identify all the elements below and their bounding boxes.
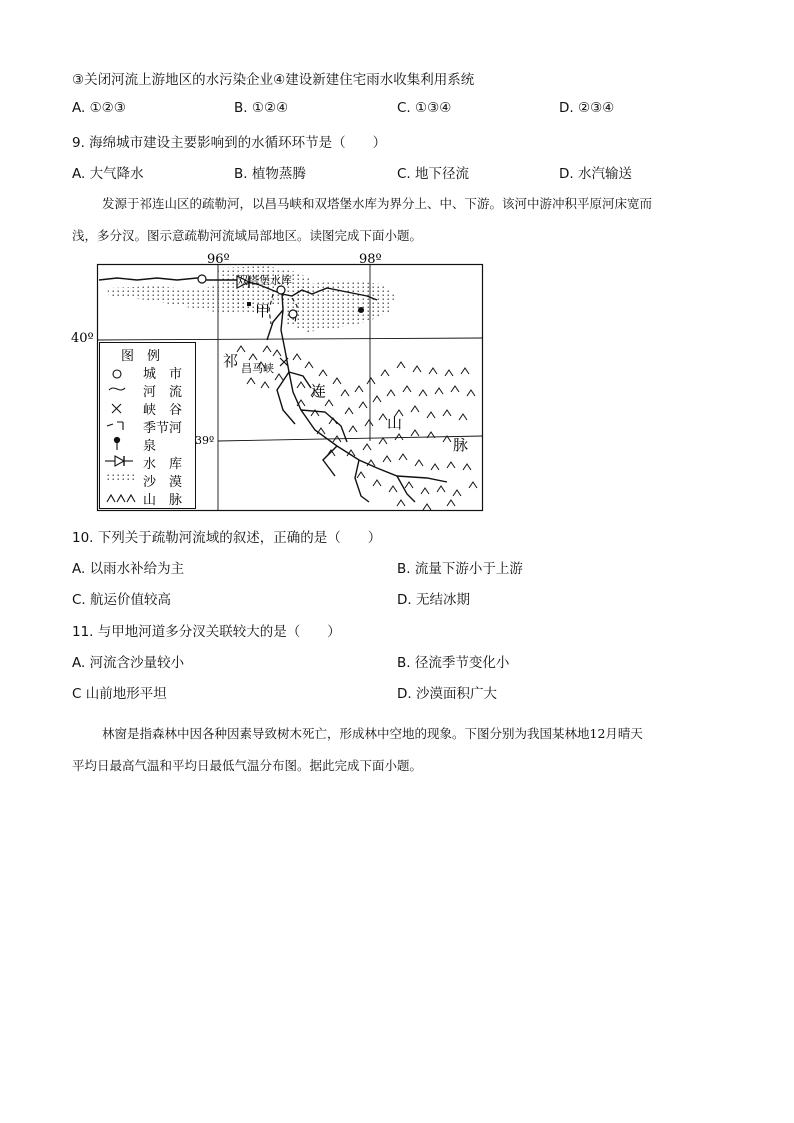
q11-option-c: C 山前地形平坦 (72, 686, 167, 702)
mountain-symbol (341, 390, 349, 396)
option-c: C. ①③④ (397, 100, 452, 116)
gorge-label: 昌马峡 (241, 362, 274, 375)
question-9-stem: 9. 海绵城市建设主要影响到的水循环环节是（ ） (72, 135, 387, 151)
legend-label-river: 河 流 (143, 385, 183, 400)
mountain-symbol (381, 370, 389, 376)
mountain-char-shan: 山 (387, 414, 403, 432)
mountain-symbol (363, 444, 371, 450)
question-8-stem-tail: ③关闭河流上游地区的水污染企业④建设新建住宅雨水收集利用系统 (72, 72, 475, 88)
mountain-symbol (437, 486, 445, 492)
mountain-symbol (403, 386, 411, 392)
mountain-symbol (273, 350, 281, 356)
lon-label-98: 98º (359, 252, 382, 267)
mountain-symbol (293, 354, 301, 360)
mountain-symbol (405, 482, 413, 488)
mountain-symbol (431, 464, 439, 470)
passage-2-line-2: 平均日最高气温和平均日最低气温分布图。据此完成下面小题。 (72, 758, 423, 773)
mountain-symbol (379, 438, 387, 444)
mountain-symbol (447, 462, 455, 468)
mountain-symbol (261, 382, 269, 388)
mountain-symbol (461, 368, 469, 374)
mountain-symbol (467, 390, 475, 396)
mountain-char-mai: 脉 (453, 436, 469, 454)
mountain-symbol (345, 408, 353, 414)
spring-icon (358, 307, 364, 313)
mountain-symbol (373, 480, 381, 486)
mountain-symbol (355, 386, 363, 392)
mountain-symbol (237, 346, 245, 352)
legend-desert-icon (106, 474, 134, 482)
option-a: A. ①②③ (72, 100, 126, 116)
legend-label-seasonal-river: 季节河 (143, 421, 183, 436)
passage-2-line-1: 林窗是指森林中因各种因素导致树木死亡，形成林中空地的现象。下图分别为我国某林地12月晴天 (102, 726, 643, 741)
mountain-symbol (469, 482, 477, 488)
mountain-symbol (411, 430, 419, 436)
mountain-symbol (399, 454, 407, 460)
legend-label-desert: 沙 漠 (143, 475, 183, 490)
parallel-39 (218, 436, 483, 441)
mountain-symbol (421, 488, 429, 494)
q9-option-a: A. 大气降水 (72, 166, 144, 182)
legend-title: 图 例 (121, 349, 161, 364)
mountain-symbol (445, 370, 453, 376)
lat-label-39: 39º (195, 434, 215, 447)
lat-label-40: 40º (71, 331, 94, 346)
mountain-symbol (413, 366, 421, 372)
map-legend (100, 343, 196, 509)
mountain-symbol (367, 378, 375, 384)
q9-option-c: C. 地下径流 (397, 166, 470, 182)
q11-option-a: A. 河流含沙量较小 (72, 655, 185, 671)
mountain-symbol (463, 464, 471, 470)
mountain-symbol (435, 388, 443, 394)
mountain-char-qi: 祁 (223, 352, 239, 370)
city-icon (289, 310, 297, 318)
mountain-symbol (359, 402, 367, 408)
mountain-symbol (427, 412, 435, 418)
parallel-40 (97, 338, 483, 340)
mountain-symbol (419, 390, 427, 396)
lon-label-96: 96º (207, 252, 230, 267)
mountain-symbol (459, 414, 467, 420)
mountain-symbol (397, 362, 405, 368)
q11-option-d: D. 沙漠面积广大 (397, 686, 497, 702)
passage-1-line-1: 发源于祁连山区的疏勒河，以昌马峡和双塔堡水库为界分上、中、下游。该河中游冲积平原河床宽而 (102, 196, 653, 211)
mountain-symbol (319, 370, 327, 376)
mountain-symbol (247, 378, 255, 384)
mountain-symbol (365, 420, 373, 426)
mountain-symbol (423, 504, 431, 510)
mountain-char-lian: 连 (311, 382, 327, 400)
mountain-symbol (379, 414, 387, 420)
mountain-symbol (297, 382, 305, 388)
mountain-symbol (453, 490, 461, 496)
legend-label-gorge: 峡 谷 (143, 403, 183, 418)
mountain-symbol (373, 396, 381, 402)
mountain-symbol (275, 374, 283, 380)
q10-option-d: D. 无结冰期 (397, 592, 470, 608)
reservoir-label: 双塔堡水库 (237, 274, 292, 287)
mountain-symbol (387, 390, 395, 396)
mountain-symbol (349, 426, 357, 432)
mountain-symbol (429, 368, 437, 374)
option-b: B. ①②④ (234, 100, 289, 116)
city-icon (277, 286, 285, 294)
option-d: D. ②③④ (559, 100, 615, 116)
q10-option-c: C. 航运价值较高 (72, 592, 172, 608)
legend-label-reservoir: 水 库 (143, 457, 183, 472)
mountain-symbol (389, 486, 397, 492)
mountain-symbol (357, 472, 365, 478)
mountain-symbol (325, 400, 333, 406)
city-icon (198, 275, 206, 283)
mountain-symbol (397, 500, 405, 506)
q11-option-b: B. 径流季节变化小 (397, 655, 510, 671)
mountain-symbol (249, 354, 257, 360)
q10-option-b: B. 流量下游小于上游 (397, 561, 523, 577)
mountain-symbol (447, 500, 455, 506)
question-11-stem: 11. 与甲地河道多分汊关联较大的是（ ） (72, 624, 341, 640)
legend-label-city: 城 市 (143, 367, 183, 382)
q9-option-b: B. 植物蒸腾 (234, 166, 306, 182)
shule-river-map (71, 250, 489, 512)
passage-1-line-2: 浅，多分汊。图示意疏勒河流域局部地区。读图完成下面小题。 (72, 228, 423, 243)
place-marker (247, 302, 251, 306)
mountain-symbol (383, 456, 391, 462)
place-jia-label: 甲 (255, 302, 271, 320)
mountain-symbol (415, 460, 423, 466)
mountain-symbol (317, 428, 325, 434)
mountain-symbol (451, 386, 459, 392)
mountain-symbol (333, 378, 341, 384)
legend-label-mountain: 山 脉 (143, 493, 183, 508)
legend-label-spring: 泉 (143, 439, 157, 454)
mountain-symbol (305, 362, 313, 368)
mountain-symbol (395, 434, 403, 440)
mountain-symbol (263, 346, 271, 352)
question-10-stem: 10. 下列关于疏勒河流域的叙述，正确的是（ ） (72, 530, 382, 546)
mountain-symbol (411, 406, 419, 412)
mountain-symbol (443, 410, 451, 416)
q10-option-a: A. 以雨水补给为主 (72, 561, 185, 577)
mountain-symbol (327, 450, 335, 456)
q9-option-d: D. 水汽输送 (559, 166, 632, 182)
